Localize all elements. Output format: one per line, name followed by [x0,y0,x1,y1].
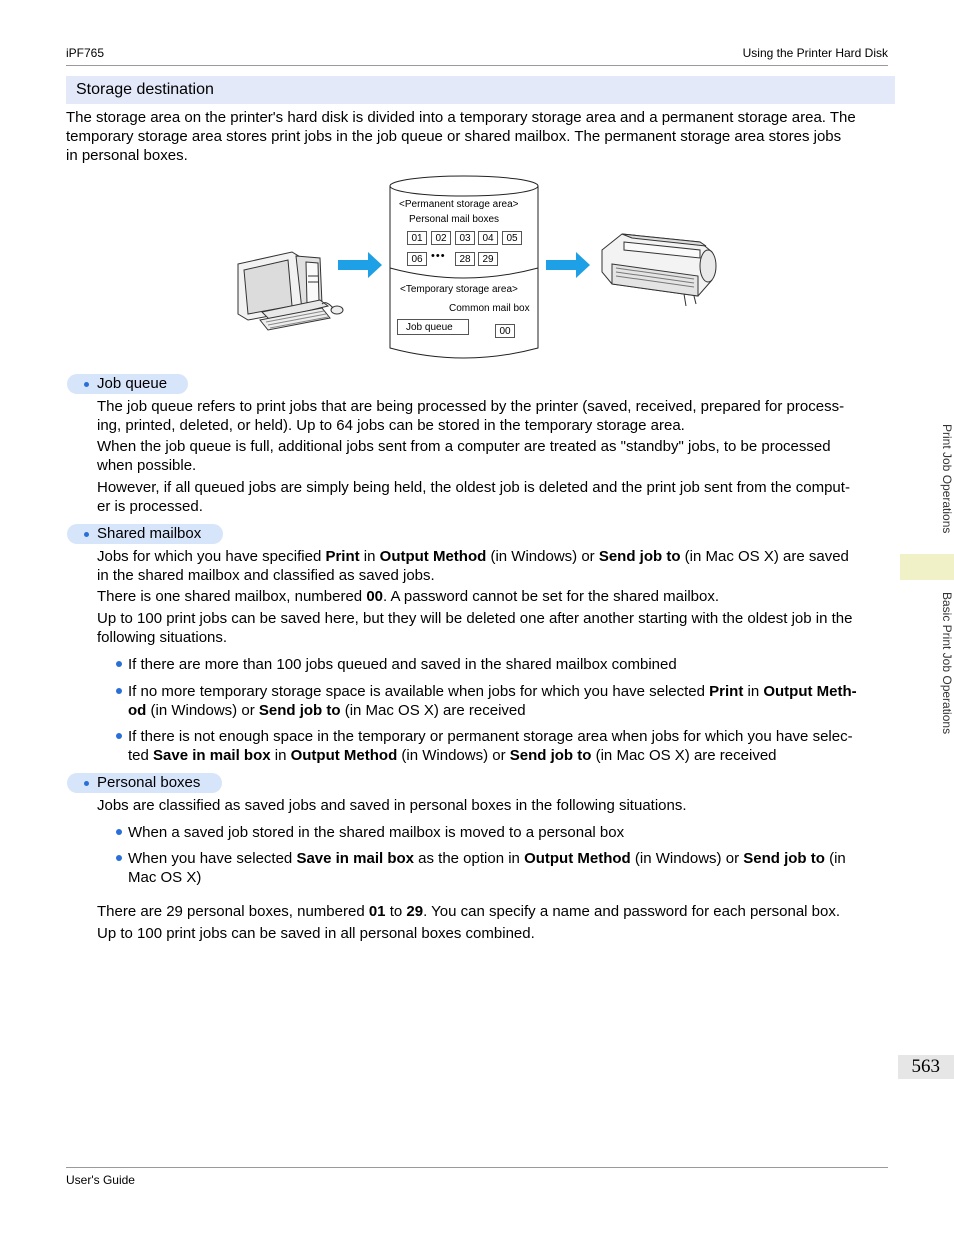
bullet-icon [116,688,122,694]
personal-boxes-bullet-2: When you have selected Save in mail box as the option in Output Method (in Windows) or Send job to (in [128,850,846,867]
personal-boxes-p2: There are 29 personal boxes, numbered 01 to 29. You can specify a name and password for each personal box. [97,903,841,920]
box-00: 00 [495,324,515,338]
bullet-icon [84,532,89,537]
job-queue-line-3: When the job queue is full, additional jobs sent from a computer are treated as "standby" jobs, to be processed [97,438,831,455]
boxes-ellipsis: ••• [431,250,446,262]
personal-boxes-title: Personal boxes [97,774,201,791]
side-tab-print-job-operations[interactable]: Print Job Operations [940,424,954,534]
job-queue-line-4: when possible. [97,457,197,474]
personal-boxes-heading [67,773,222,793]
box-02: 02 [431,231,451,245]
box-04: 04 [478,231,498,245]
shared-mailbox-p2: There is one shared mailbox, numbered 00. A password cannot be set for the shared mailbox. [97,588,720,605]
box-28: 28 [455,252,475,266]
section-title-bar [66,76,895,104]
intro-line-3: in personal boxes. [66,147,188,164]
permanent-area-label: <Permanent storage area> [399,199,519,210]
personal-mailboxes-label: Personal mail boxes [409,214,500,225]
box-29: 29 [478,252,498,266]
shared-mailbox-bullet-2: If no more temporary storage space is available when jobs for which you have selected Print in Output Meth- [128,683,857,700]
personal-boxes-bullet-2-line2: Mac OS X) [128,869,202,886]
footer-title: User's Guide [66,1173,135,1187]
header-rule [66,65,888,66]
box-05: 05 [502,231,522,245]
shared-mailbox-p3-line2: following situations. [97,629,228,646]
header-product: iPF765 [66,46,105,60]
computer-illustration [238,252,343,330]
personal-boxes-p1: Jobs are classified as saved jobs and saved in personal boxes in the following situations. [97,797,687,814]
personal-boxes-bullet-1: When a saved job stored in the shared mailbox is moved to a personal box [128,824,625,841]
job-queue-line-1: The job queue refers to print jobs that are being processed by the printer (saved, received, prepared for process- [97,398,845,415]
bullet-icon [116,733,122,739]
shared-mailbox-bullet-1: If there are more than 100 jobs queued and saved in the shared mailbox combined [128,656,677,673]
side-tab-basic-print-job-operations[interactable]: Basic Print Job Operations [940,592,954,735]
arrow-right-icon [338,252,382,278]
personal-boxes-p3: Up to 100 print jobs can be saved in all personal boxes combined. [97,925,535,942]
bullet-icon [84,781,89,786]
page-number: 563 [911,1056,940,1077]
job-queue-title: Job queue [97,375,168,392]
bullet-icon [116,855,122,861]
shared-mailbox-title: Shared mailbox [97,525,202,542]
shared-mailbox-p1-line2: in the shared mailbox and classified as saved jobs. [97,567,435,584]
intro-line-2: temporary storage area stores print jobs in the job queue or shared mailbox. The permanent storage area stores jobs [66,128,842,145]
temporary-area-label: <Temporary storage area> [400,284,518,295]
bullet-icon [116,829,122,835]
box-06: 06 [407,252,427,266]
shared-mailbox-p3-line1: Up to 100 print jobs can be saved here, but they will be deleted one after another starting with the oldest job in the [97,610,853,627]
header-chapter: Using the Printer Hard Disk [742,46,888,60]
arrow-right-icon [546,252,590,278]
box-01: 01 [407,231,427,245]
printer-illustration [602,234,716,306]
shared-mailbox-p1: Jobs for which you have specified Print in Output Method (in Windows) or Send job to (in Mac OS X) are saved [97,548,849,565]
box-03: 03 [455,231,475,245]
section-title: Storage destination [76,81,214,98]
side-tab-highlight [900,554,954,580]
job-queue-line-2: ing, printed, deleted, or held). Up to 64 jobs can be stored in the temporary storage area. [97,417,685,434]
intro-line-1: The storage area on the printer's hard disk is divided into a temporary storage area and a permanent storage area. The [66,109,856,126]
shared-mailbox-bullet-2-line2: od (in Windows) or Send job to (in Mac OS X) are received [128,702,526,719]
bullet-icon [116,661,122,667]
footer-rule [66,1167,888,1168]
job-queue-line-5: However, if all queued jobs are simply being held, the oldest job is deleted and the print job sent from the comput- [97,479,850,496]
job-queue-heading [67,374,188,394]
shared-mailbox-heading [67,524,223,544]
shared-mailbox-bullet-3: If there is not enough space in the temporary or permanent storage area when jobs for which you have selec- [128,728,853,745]
job-queue-line-6: er is processed. [97,498,203,515]
bullet-icon [84,382,89,387]
shared-mailbox-bullet-3-line2: ted Save in mail box in Output Method (in Windows) or Send job to (in Mac OS X) are received [128,747,777,764]
common-mailbox-label: Common mail box [449,303,530,314]
page-number-box [898,1055,954,1079]
job-queue-box: Job queue [397,319,469,335]
